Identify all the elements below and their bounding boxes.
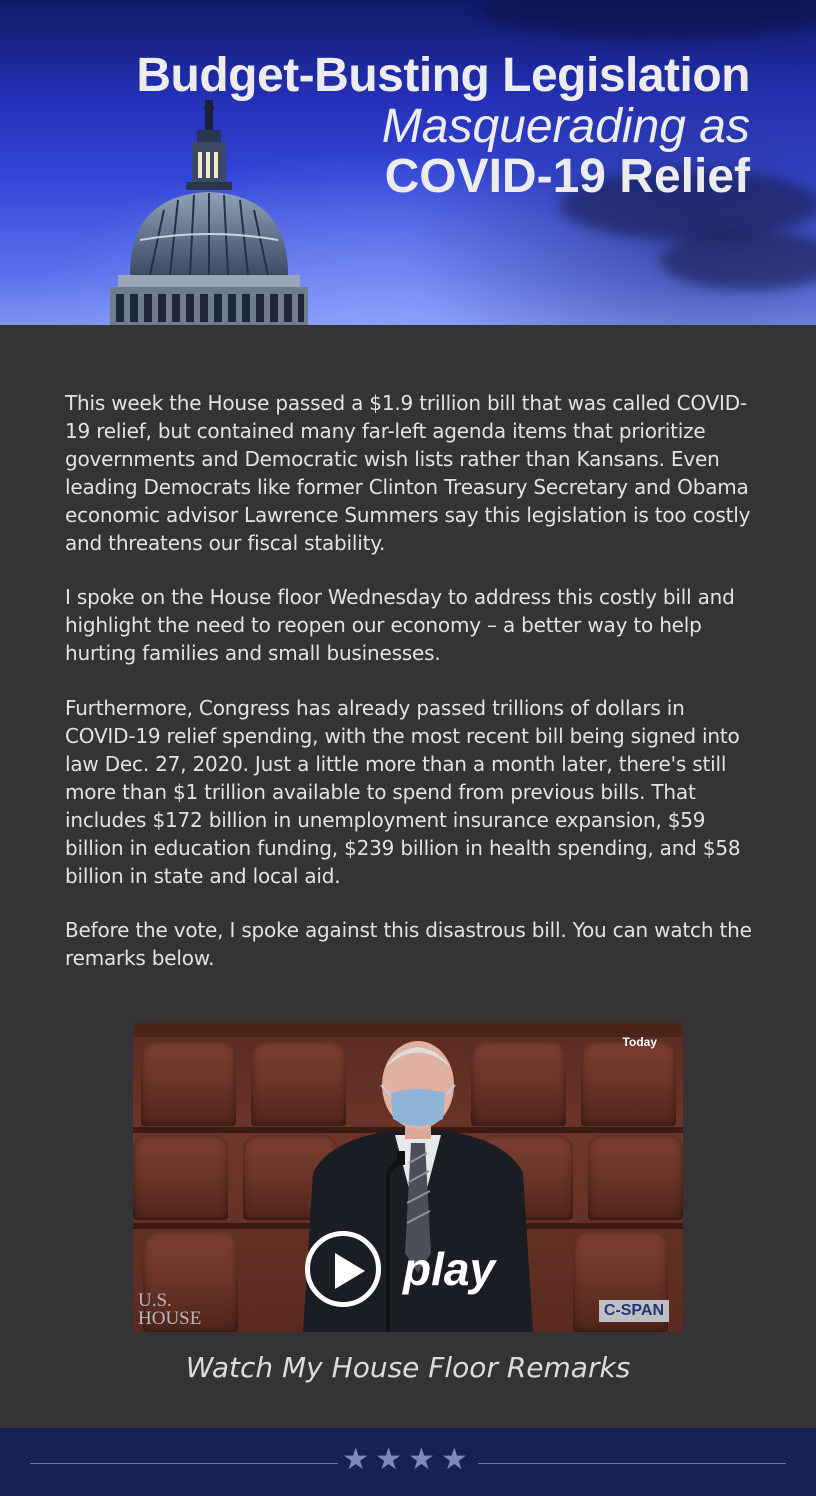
title-line-1: Budget-Busting Legislation [136,49,750,102]
play-label[interactable]: play [403,1243,496,1295]
today-badge: Today [622,1035,657,1049]
footer-bar [0,1428,816,1496]
play-icon[interactable] [305,1231,381,1307]
cspan-logo: C-SPAN [599,1300,669,1322]
house-logo-line-2: HOUSE [138,1308,202,1329]
play-button[interactable] [305,1231,495,1307]
cloud-shape [660,230,816,290]
paragraph-1: This week the House passed a $1.9 trillion bill that was called COVID-19 relief, but contained many far-left agenda items that prioritize governments and Democratic wish lists rather than Kansans. Even leading Democrats like former Clinton Treasury Secretary and Obama economic advisor Lawrence Summers say this legislation is too costly and threatens our fiscal stability. [65,391,751,555]
header-banner [0,0,816,325]
article-body [0,325,816,1428]
video-caption: Watch My House Floor Remarks [185,1351,631,1384]
title-line-2: Masquerading as [381,100,750,153]
cloud-shape [480,0,816,40]
us-house-logo [138,1292,201,1328]
play-triangle-icon [335,1253,365,1289]
title-line-3: COVID-19 Relief [384,150,750,203]
footer-stars-icon: ★★★★ [342,1442,474,1477]
paragraph-3: Furthermore, Congress has already passed trillions of dollars in COVID-19 relief spending, with the most recent bill being signed into law Dec. 27, 2020. Just a little more than a month later, there's still more than $1 trillion available to spend from previous bills. That includes $172 billion in unemployment insurance expansion, $59 billion in education funding, $239 billion in health spending, and $58 billion in state and local aid. [65,696,741,888]
house-logo-line-1: U.S. [138,1290,172,1311]
page-title [136,50,750,202]
video-player[interactable] [133,1023,683,1332]
paragraph-4: Before the vote, I spoke against this disastrous bill. You can watch the remarks below. [65,918,752,970]
paragraph-2: I spoke on the House floor Wednesday to address this costly bill and highlight the need to reopen our economy – a better way to help hurting families and small businesses. [65,585,735,665]
